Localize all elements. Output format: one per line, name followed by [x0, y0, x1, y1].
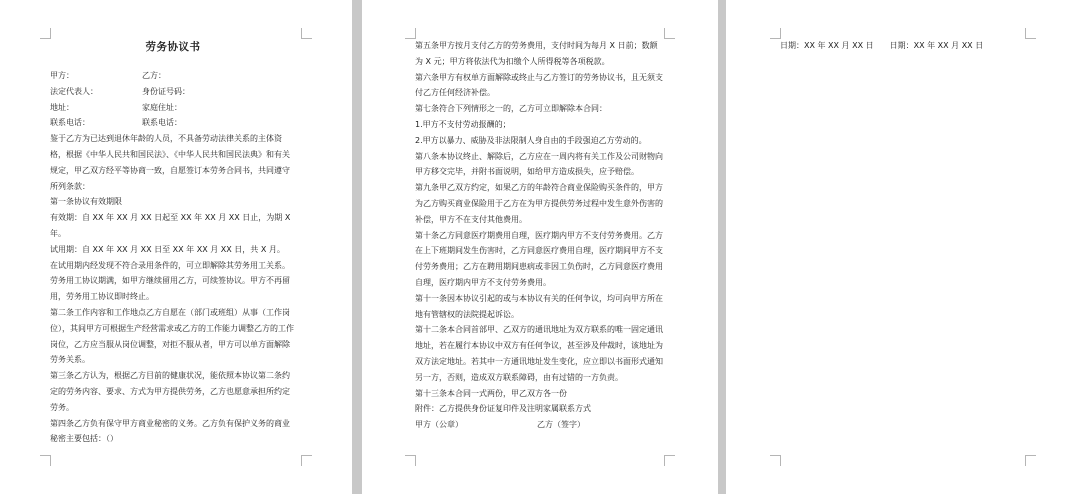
phone-label-b: 联系电话：: [142, 118, 182, 128]
party-b-label: 乙方：: [142, 71, 166, 80]
paragraph: 第十三条本合同一式两份，甲乙双方各一份: [415, 388, 567, 398]
paragraph: 第七条符合下列情形之一的，乙方可立即解除本合同：: [415, 104, 607, 114]
signature-row: [415, 417, 663, 433]
paragraph: 在试用期内经发现不符合录用条件的，可立即解除其劳务用工关系。劳务用工协议期满，如甲方继续留用乙方，可续签协议。甲方不再留用，劳务用工协议即时终止。: [50, 260, 290, 302]
paragraph: 第一条协议有效期限: [50, 197, 122, 207]
page-2-content: [415, 38, 663, 433]
paragraph: 第五条甲方按月支付乙方的劳务费用，支付时间为每月 X 日前；数额为 X 元；甲方将依法代为扣缴个人所得税等各项税款。: [415, 41, 658, 66]
paragraph: 2.甲方以暴力、威胁及非法限制人身自由的手段强迫乙方劳动的。: [415, 135, 647, 145]
page-1-content: [50, 38, 296, 447]
party-a-seal-label: 甲方（公章）: [415, 420, 463, 430]
crop-mark: [1025, 455, 1036, 466]
party-row: [50, 68, 296, 84]
crop-mark: [301, 455, 312, 466]
address-label: 地址：: [50, 102, 74, 112]
crop-mark: [405, 455, 416, 466]
paragraph: 附件：乙方提供身份证复印件及注明家属联系方式: [415, 404, 591, 414]
paragraph: 第十二条本合同首部甲、乙双方的通讯地址为双方联系的唯一固定通讯地址，若在履行本协议中双方有任何争议，甚至涉及仲裁时，该地址为双方法定地址。若其中一方通讯地址发生变化，应立即以书面形式通知另一方，否则，造成双方联系障碍，由有过错的一方负责。: [415, 325, 663, 382]
party-row: [50, 84, 296, 100]
party-b-date: 日期：XX 年 XX 月 XX 日: [889, 41, 984, 50]
paragraph: 鉴于乙方为已达到退休年龄的人员，不具备劳动法律关系的主体资格，根据《中华人民共和国民法》、《中华人民共和国民法典》和有关规定，甲乙双方经平等协商一致，自愿签订本劳务合同书，共同遵守所列条款：: [50, 134, 290, 191]
party-b-signature-label: 乙方（签字）: [537, 420, 585, 430]
document-page-3: [726, 0, 1080, 494]
party-row: [50, 100, 296, 116]
party-a-label: 甲方：: [50, 71, 74, 80]
party-row: [50, 115, 296, 131]
phone-label-a: 联系电话：: [50, 118, 90, 128]
paragraph: 第四条乙方负有保守甲方商业秘密的义务。乙方负有保护义务的商业秘密主要包括：（）: [50, 418, 290, 444]
crop-mark: [301, 28, 312, 39]
crop-mark: [664, 455, 675, 466]
party-a-date: 日期：XX 年 XX 月 XX 日: [780, 41, 874, 50]
paragraph: 第六条甲方有权单方面解除或终止与乙方签订的劳务协议书，且无须支付乙方任何经济补偿。: [415, 72, 663, 98]
paragraph: 第十一条因本协议引起的或与本协议有关的任何争议，均可向甲方所在地有管辖权的法院提起诉讼。: [415, 293, 663, 319]
paragraph: 第八条本协议终止、解除后，乙方应在一周内将有关工作及公司财物向甲方移交完毕，并附书面说明，如给甲方造成损失，应予赔偿。: [415, 151, 663, 177]
paragraph: 1.甲方不支付劳动报酬的；: [415, 119, 511, 129]
paragraph: 试用期：自 XX 年 XX 月 XX 日至 XX 年 XX 月 XX 日，共 X 月。: [50, 244, 285, 254]
paragraph: 有效期：自 XX 年 XX 月 XX 日起至 XX 年 XX 月 XX 日止，为期 X 年。: [50, 213, 291, 238]
paragraph: 第九条甲乙双方约定，如果乙方的年龄符合商业保险购买条件的，甲方为乙方购买商业保险用于乙方在为甲方提供劳务过程中发生意外伤害的补偿，甲方不在支付其他费用。: [415, 183, 663, 224]
paragraph: 第二条工作内容和工作地点乙方自愿在（部门或班组）从事（工作岗位），其间甲方可根据生产经营需求或乙方的工作能力调整乙方的工作岗位，乙方应当服从岗位调整，对拒不服从者，甲方可以单方面解除劳务关系。: [50, 307, 294, 365]
paragraph: 第三条乙方认为，根据乙方目前的健康状况，能依照本协议第二条约定的劳务内容、要求、方式为甲方提供劳务，乙方也愿意承担所约定劳务。: [50, 371, 290, 412]
paragraph: 第十条乙方同意医疗期费用自理，医疗期内甲方不支付劳务费用。乙方在上下班期间发生伤害时，乙方同意医疗费用自理，医疗期间甲方不支付劳务费用；乙方在聘用期间患病或非因工负伤时，乙方同意医疗费用自理，医疗期内甲方不支付劳务费用。: [415, 230, 663, 287]
crop-mark: [770, 455, 781, 466]
document-page-1: [0, 0, 352, 494]
document-title: 劳务协议书: [145, 41, 201, 53]
id-number-label: 身份证号码：: [142, 86, 190, 96]
document-page-2: [362, 0, 718, 494]
home-address-label: 家庭住址：: [142, 102, 182, 112]
page-3-content: [780, 38, 1030, 54]
crop-mark: [664, 28, 675, 39]
legal-rep-label: 法定代表人：: [50, 86, 98, 96]
crop-mark: [40, 455, 51, 466]
date-row: [780, 38, 1030, 54]
